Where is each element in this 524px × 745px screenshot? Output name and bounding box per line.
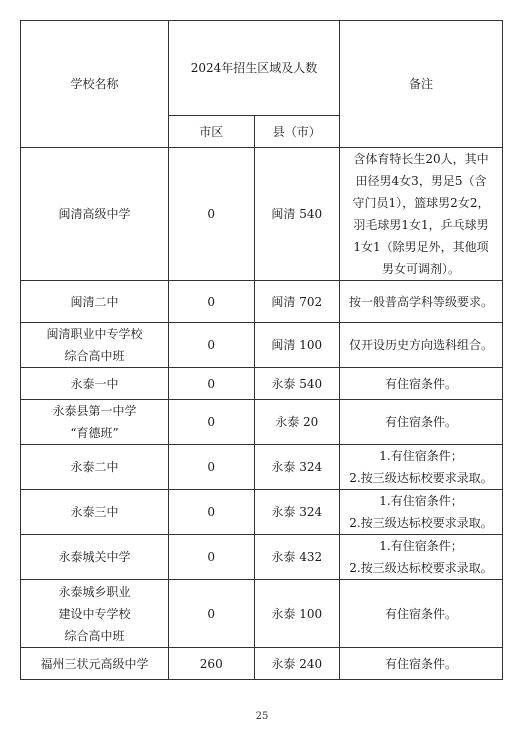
city-quota-cell: 0 [169,400,255,445]
table-row [21,580,503,648]
school-name-cell [21,648,169,680]
table-row [21,281,503,323]
note-cell [340,400,503,445]
school-name-line: 闽清职业中专学校 [46,327,143,341]
note-line: 有住宿条件。 [384,415,457,429]
note-line: 羽毛球男1女1，乒乓球男 [353,218,489,232]
city-quota-cell: 0 [169,281,255,323]
note-line: 1.有住宿条件； [379,539,463,553]
county-quota-cell: 永泰 100 [254,580,340,648]
note-line: 守门员1），篮球男2女2， [352,196,490,210]
city-quota-cell: 0 [169,445,255,490]
school-name-line: 永泰城乡职业 [58,584,131,599]
table-row [21,400,503,445]
school-name-cell [21,323,169,368]
school-name-line: 永泰县第一中学 [52,404,137,418]
school-name-line: 福州三状元高级中学 [40,656,149,671]
table-row [21,648,503,680]
note-cell [340,148,503,281]
note-line: 男女可调剂）。 [381,262,460,276]
note-line: 有住宿条件。 [384,656,457,671]
county-quota-cell: 永泰 540 [254,368,340,400]
school-name-line: 永泰城关中学 [58,550,131,564]
county-quota-cell: 永泰 432 [254,535,340,580]
note-line: 2.按三级达标校要求录取。 [349,471,493,485]
header-note: 备注 [340,21,503,148]
table-row [21,445,503,490]
note-cell [340,535,503,580]
table-row [21,148,503,281]
table-row [21,323,503,368]
note-line: 按一般普高学科等级要求。 [348,294,493,309]
school-name-cell [21,368,169,400]
note-cell [340,445,503,490]
school-name-cell [21,580,169,648]
school-name-line: 闽清二中 [70,294,119,309]
school-name-cell [21,445,169,490]
page-number: 25 [255,711,269,722]
school-name-line: 综合高中班 [64,628,125,643]
header-city: 市区 [169,116,255,148]
county-quota-cell: 永泰 324 [254,490,340,535]
county-quota-cell: 永泰 20 [254,400,340,445]
header-quota-group: 2024年招生区域及人数 [169,21,340,116]
school-name-line: 综合高中班 [64,349,125,363]
note-line: 含体育特长生20人，其中 [353,152,489,166]
note-line: 1女1（除男足外，其他项 [353,240,489,254]
note-cell [340,323,503,368]
city-quota-cell: 260 [169,648,255,680]
city-quota-cell: 0 [169,580,255,648]
county-quota-cell: 永泰 240 [254,648,340,680]
note-line: 2.按三级达标校要求录取。 [349,516,493,530]
school-name-line: 永泰一中 [70,376,119,391]
note-line: 仅开设历史方向选科组合。 [348,338,493,352]
school-name-line: “育德班” [70,426,119,440]
table-row [21,535,503,580]
note-cell [340,490,503,535]
header-school-name: 学校名称 [21,21,169,148]
city-quota-cell: 0 [169,148,255,281]
table-body [21,148,503,680]
note-line: 有住宿条件。 [384,606,457,621]
city-quota-cell: 0 [169,490,255,535]
city-quota-cell: 0 [169,535,255,580]
note-cell [340,368,503,400]
city-quota-cell: 0 [169,368,255,400]
school-name-cell [21,490,169,535]
county-quota-cell: 闽清 100 [254,323,340,368]
school-name-line: 建设中专学校 [58,606,131,621]
school-name-cell [21,148,169,281]
note-cell [340,648,503,680]
city-quota-cell: 0 [169,323,255,368]
county-quota-cell: 闽清 702 [254,281,340,323]
note-line: 1.有住宿条件； [379,494,463,508]
school-name-line: 永泰三中 [70,505,119,519]
table-row [21,490,503,535]
note-line: 有住宿条件。 [384,376,457,391]
school-name-cell [21,400,169,445]
admissions-table [20,20,503,680]
school-name-line: 闽清高级中学 [58,207,131,221]
county-quota-cell: 闽清 540 [254,148,340,281]
table-row [21,368,503,400]
note-line: 1.有住宿条件； [379,449,463,463]
school-name-line: 永泰二中 [70,460,119,474]
note-line: 2.按三级达标校要求录取。 [349,561,493,575]
note-cell [340,580,503,648]
school-name-cell [21,535,169,580]
county-quota-cell: 永泰 324 [254,445,340,490]
header-county: 县（市） [254,116,340,148]
note-line: 田径男4女3，男足5（含 [355,174,487,188]
school-name-cell [21,281,169,323]
note-cell [340,281,503,323]
